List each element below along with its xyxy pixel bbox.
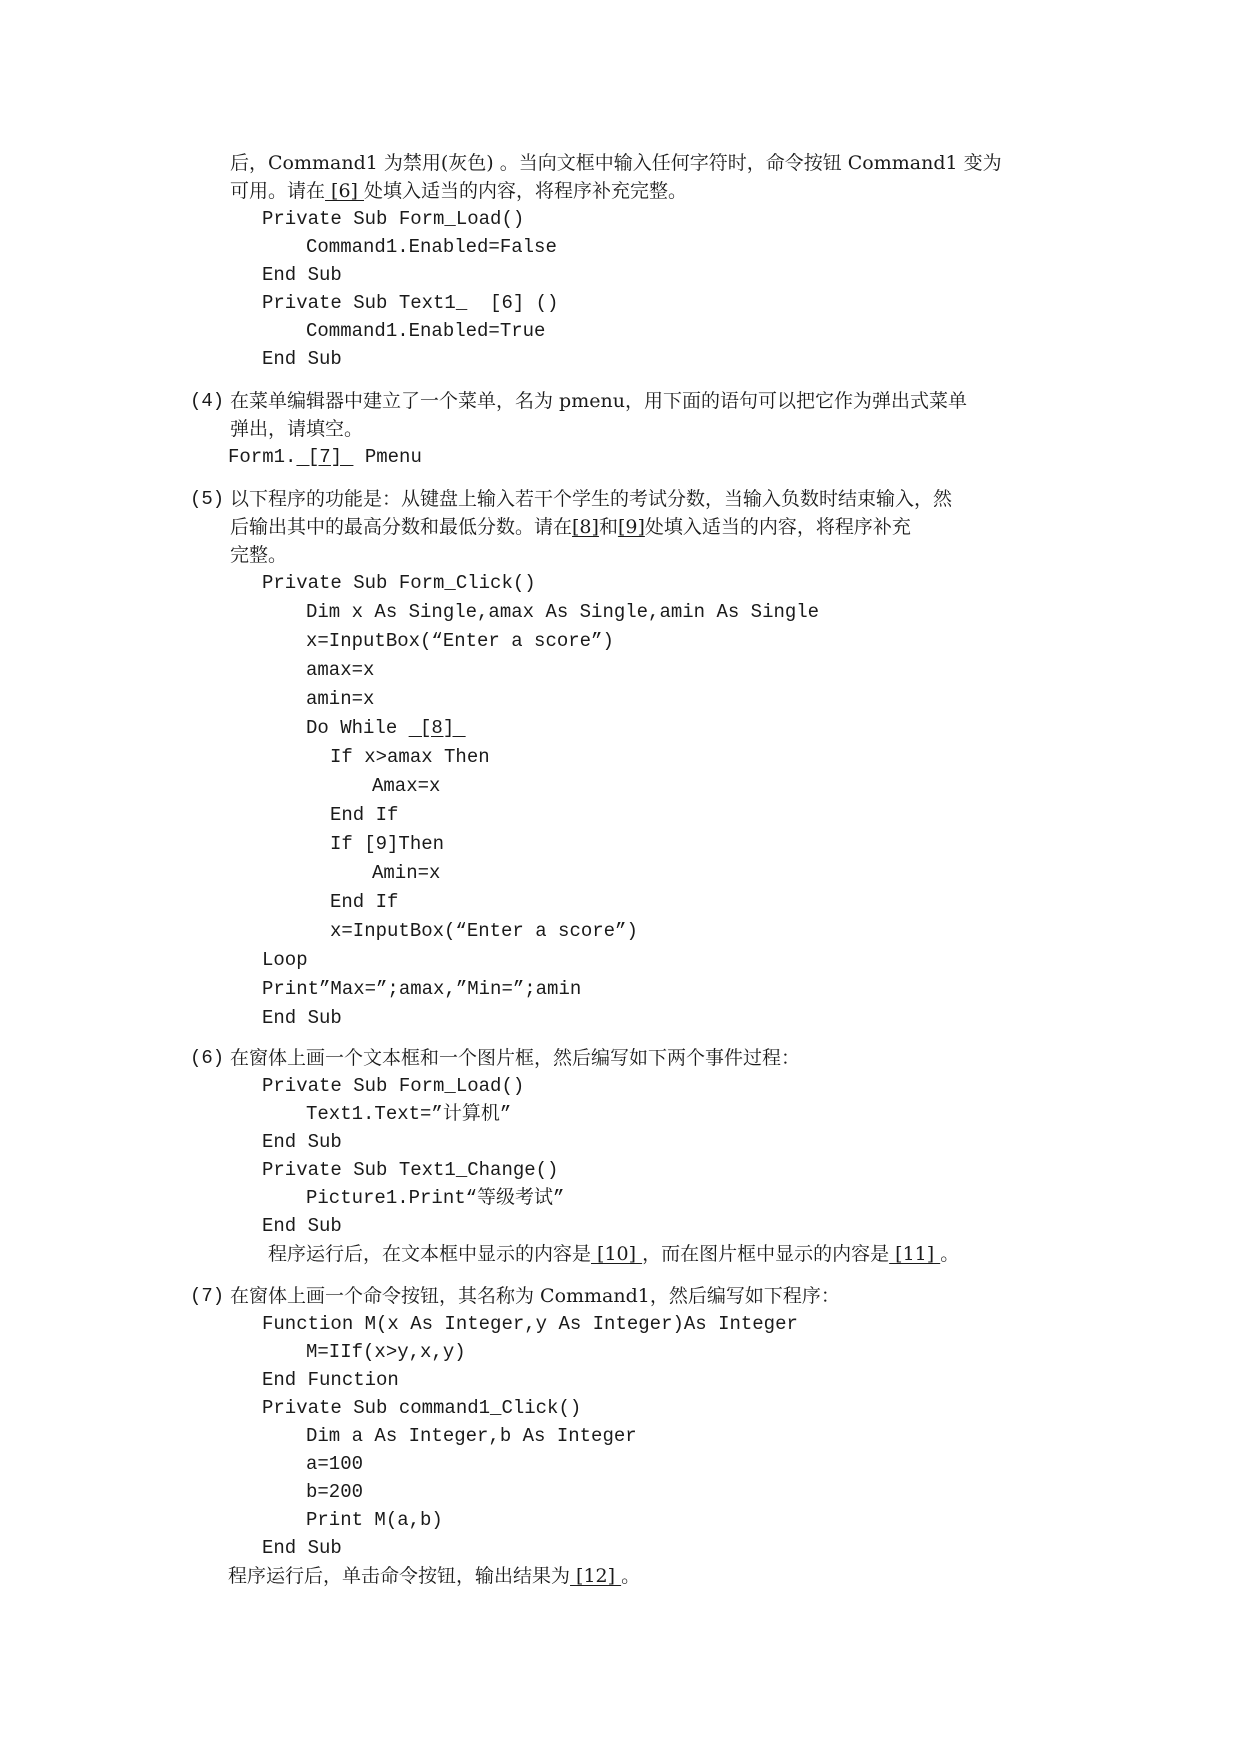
- paragraph-line: 在菜单编辑器中建立了一个菜单，名为 pmenu，用下面的语句可以把它作为弹出式菜单: [230, 390, 967, 412]
- code-line: amin=x: [306, 688, 375, 710]
- question-number: (7): [190, 1285, 225, 1307]
- paragraph-line: 弹出，请填空。: [230, 418, 364, 440]
- code-line: End Sub: [262, 1007, 342, 1029]
- code-line: Private Sub Form_Load(): [262, 1075, 525, 1097]
- code-line: Dim x As Single,amax As Single,amin As Single: [306, 601, 820, 623]
- code-line: Private Sub Text1_Change(): [262, 1159, 559, 1181]
- code-line: Print M(a,b): [306, 1509, 443, 1531]
- blank-8: [8]: [572, 516, 599, 538]
- paragraph-line: 完整。: [230, 544, 288, 566]
- code-line: x=InputBox(“Enter a score”): [306, 630, 614, 652]
- paragraph-line: 程序运行后，单击命令按钮，输出结果为 [12] 。: [228, 1565, 641, 1587]
- paragraph-line: 在窗体上画一个文本框和一个图片框，然后编写如下两个事件过程：: [230, 1047, 801, 1069]
- code-line: Loop: [262, 949, 308, 971]
- paragraph-line: 后输出其中的最高分数和最低分数。请在[8]和[9]处填入适当的内容，将程序补充: [230, 516, 911, 538]
- question-number: (6): [190, 1047, 225, 1069]
- blank-11: [11]: [889, 1243, 941, 1265]
- code-line: b=200: [306, 1481, 364, 1503]
- code-line: End Sub: [262, 1537, 342, 1559]
- code-line: End Sub: [262, 1131, 342, 1153]
- code-line: x=InputBox(“Enter a score”): [330, 920, 638, 942]
- code-line: End Sub: [262, 1215, 342, 1237]
- question-number: (4): [190, 390, 225, 412]
- paragraph-line: 以下程序的功能是：从键盘上输入若干个学生的考试分数，当输入负数时结束输入，然: [230, 488, 953, 510]
- code-line: Private Sub Form_Click(): [262, 572, 536, 594]
- code-line: End If: [330, 891, 399, 913]
- code-line: End If: [330, 804, 399, 826]
- code-line: Form1. [7] Pmenu: [228, 446, 422, 468]
- code-line: Text1.Text=”计算机”: [306, 1103, 512, 1125]
- blank-9: [9]: [617, 516, 645, 538]
- blank-8-code: [8]: [408, 717, 466, 739]
- code-line: Amin=x: [372, 862, 441, 884]
- paragraph-line: 可用。请在 [6] 处填入适当的内容，将程序补充完整。: [230, 180, 688, 202]
- code-line: If [9]Then: [330, 833, 445, 855]
- blank-10: [10]: [591, 1243, 643, 1265]
- paragraph-line: 在窗体上画一个命令按钮，其名称为 Command1，然后编写如下程序：: [230, 1285, 840, 1307]
- code-line: Command1.Enabled=True: [306, 320, 546, 342]
- code-line: Private Sub command1_Click(): [262, 1397, 582, 1419]
- code-line: End Sub: [262, 348, 342, 370]
- code-line: End Function: [262, 1369, 399, 1391]
- code-line: Print”Max=”;amax,”Min=”;amin: [262, 978, 582, 1000]
- code-line: Private Sub Form_Load(): [262, 208, 525, 230]
- code-line: Function M(x As Integer,y As Integer)As Integer: [262, 1313, 798, 1335]
- paragraph-line: 程序运行后，在文本框中显示的内容是 [10] ，而在图片框中显示的内容是 [11] 。: [268, 1243, 960, 1265]
- question-number: (5): [190, 488, 225, 510]
- code-line: Dim a As Integer,b As Integer: [306, 1425, 637, 1447]
- code-line: End Sub: [262, 264, 342, 286]
- blank-6: [6]: [325, 180, 365, 202]
- code-line: Do While [8]: [306, 717, 466, 739]
- code-line: Amax=x: [372, 775, 441, 797]
- code-line: Picture1.Print“等级考试”: [306, 1187, 565, 1209]
- code-line: a=100: [306, 1453, 364, 1475]
- code-line: If x>amax Then: [330, 746, 490, 768]
- code-line: M=IIf(x>y,x,y): [306, 1341, 466, 1363]
- blank-12: [12]: [570, 1565, 622, 1587]
- blank-7: [7]: [296, 446, 354, 468]
- code-line: Command1.Enabled=False: [306, 236, 557, 258]
- paragraph-line: 后，Command1 为禁用(灰色) 。当向文框中输入任何字符时，命令按钮 Command1 变为: [230, 152, 1002, 174]
- code-line: Private Sub Text1_ [6] (): [262, 292, 559, 314]
- code-line: amax=x: [306, 659, 375, 681]
